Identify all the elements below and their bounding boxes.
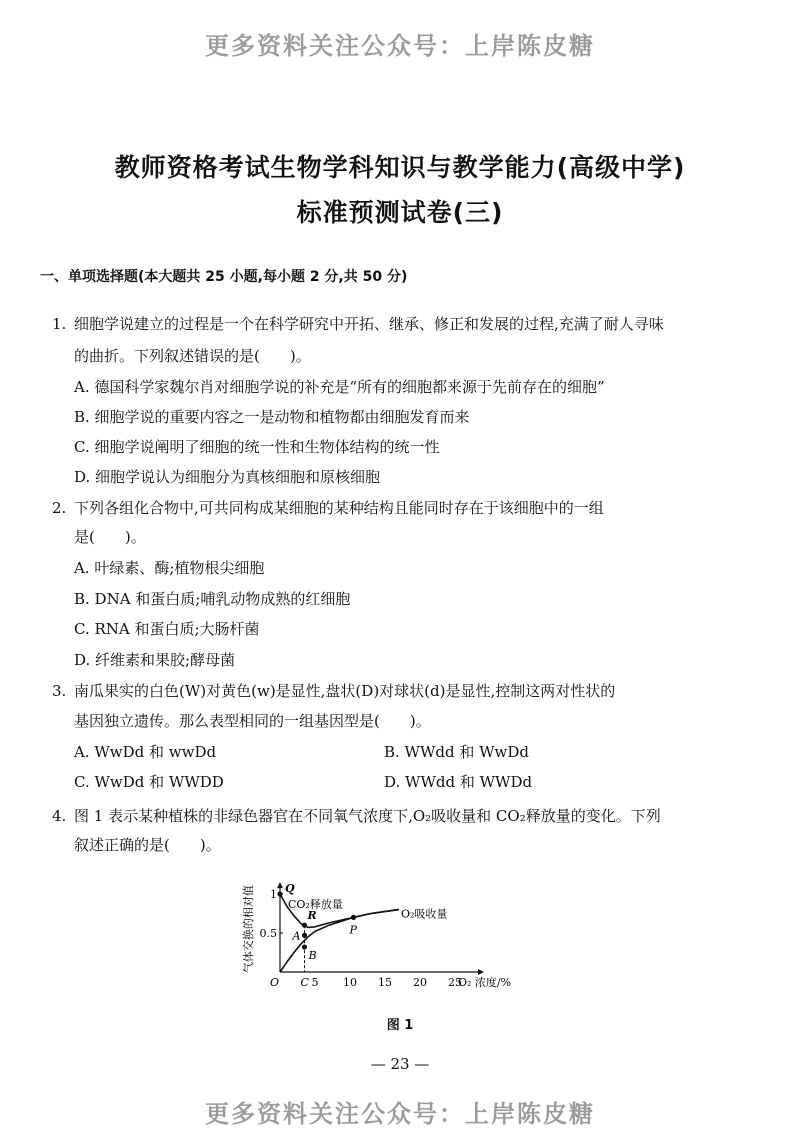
question-number: 4. [52,807,67,825]
paper-title: 教师资格考试生物学科知识与教学能力(高级中学) [114,153,686,182]
point-p-label: P [349,923,357,937]
question-2-option-c[interactable]: C. RNA 和蛋白质;大肠杆菌 [74,620,260,638]
x-tick-label: 25 [448,976,462,989]
c-label: C [300,976,309,989]
co2-curve-label: CO₂释放量 [288,898,343,912]
point-r-marker [302,923,307,928]
x-axis-arrow [478,969,484,975]
question-2-stem-line-2: 是( )。 [74,528,146,546]
question-1-option-d[interactable]: D. 细胞学说认为细胞分为真核细胞和原核细胞 [74,468,381,486]
question-3-stem-line-1: 3. 南瓜果实的白色(W)对黄色(w)是显性,盘状(D)对球状(d)是显性,控制这两对性状的 [52,682,616,700]
question-2-option-a[interactable]: A. 叶绿素、酶;植物根尖细胞 [74,559,265,577]
question-2-option-d[interactable]: D. 纤维素和果胶;酵母菌 [74,651,236,669]
question-1-option-a[interactable]: A. 德国科学家魏尔肖对细胞学说的补充是“所有的细胞都来源于先前存在的细胞” [74,378,605,396]
question-2-option-b[interactable]: B. DNA 和蛋白质;哺乳动物成熟的红细胞 [74,590,351,608]
question-number: 3. [52,682,67,700]
y-tick-label: 0.5 [259,927,277,940]
y-axis-label: 气体交换的相对值 [242,885,255,974]
y-tick-label: 1 [270,888,277,901]
point-b-marker [302,944,307,949]
origin-label: O [270,976,280,989]
y-axis-arrow [277,882,283,888]
question-3-stem-line-2: 基因独立遗传。那么表型相同的一组基因型是( )。 [74,712,431,730]
point-q-marker [277,891,282,896]
question-number: 2. [52,499,67,517]
question-3-option-a[interactable]: A. WwDd 和 wwDd [74,743,217,761]
figure-1-chart [238,866,538,996]
point-a-marker [302,933,307,938]
point-p-marker [351,915,356,920]
question-1-option-b[interactable]: B. 细胞学说的重要内容之一是动物和植物都由细胞发育而来 [74,408,470,426]
x-tick-label: 15 [378,976,392,989]
x-tick-label: 20 [413,976,427,989]
paper-subtitle: 标准预测试卷(三) [296,198,504,227]
point-b-label: B [308,949,317,963]
o2-curve-label: O₂吸收量 [401,907,448,921]
watermark-top: 更多资料关注公众号：上岸陈皮糖 [205,32,595,60]
question-1-stem-line-2: 的曲折。下列叙述错误的是( )。 [74,347,311,365]
question-4-stem-line-2: 叙述正确的是( )。 [74,836,221,854]
question-3-option-d[interactable]: D. WWdd 和 WWDd [384,773,533,791]
question-1-stem-line-1: 1. 细胞学说建立的过程是一个在科学研究中开拓、继承、修正和发展的过程,充满了耐人寻味 [52,315,664,333]
question-4-stem-line-1: 4. 图 1 表示某种植株的非绿色器官在不同氧气浓度下,O₂吸收量和 CO₂释放量的变化。下列 [52,807,661,825]
x-tick-label: 10 [343,976,357,989]
x-tick-label: 5 [311,976,319,989]
section-heading: 一、单项选择题(本大题共 25 小题,每小题 2 分,共 50 分) [40,269,408,285]
question-number: 1. [52,315,67,333]
point-a-label: A [292,929,301,943]
point-q-label: Q [285,882,295,895]
page-number: — 23 — [370,1055,430,1073]
question-2-stem-line-1: 2. 下列各组化合物中,可共同构成某细胞的某种结构且能同时存在于该细胞中的一组 [52,499,604,517]
point-r-label: R [307,909,317,923]
question-1-option-c[interactable]: C. 细胞学说阐明了细胞的统一性和生物体结构的统一性 [74,438,440,456]
x-axis-label: O₂ 浓度/% [458,976,512,989]
question-3-option-b[interactable]: B. WWdd 和 WwDd [384,743,530,761]
figure-caption: 图 1 [386,1018,414,1033]
question-3-option-c[interactable]: C. WwDd 和 WWDD [74,773,224,791]
watermark-bottom: 更多资料关注公众号：上岸陈皮糖 [205,1100,595,1128]
